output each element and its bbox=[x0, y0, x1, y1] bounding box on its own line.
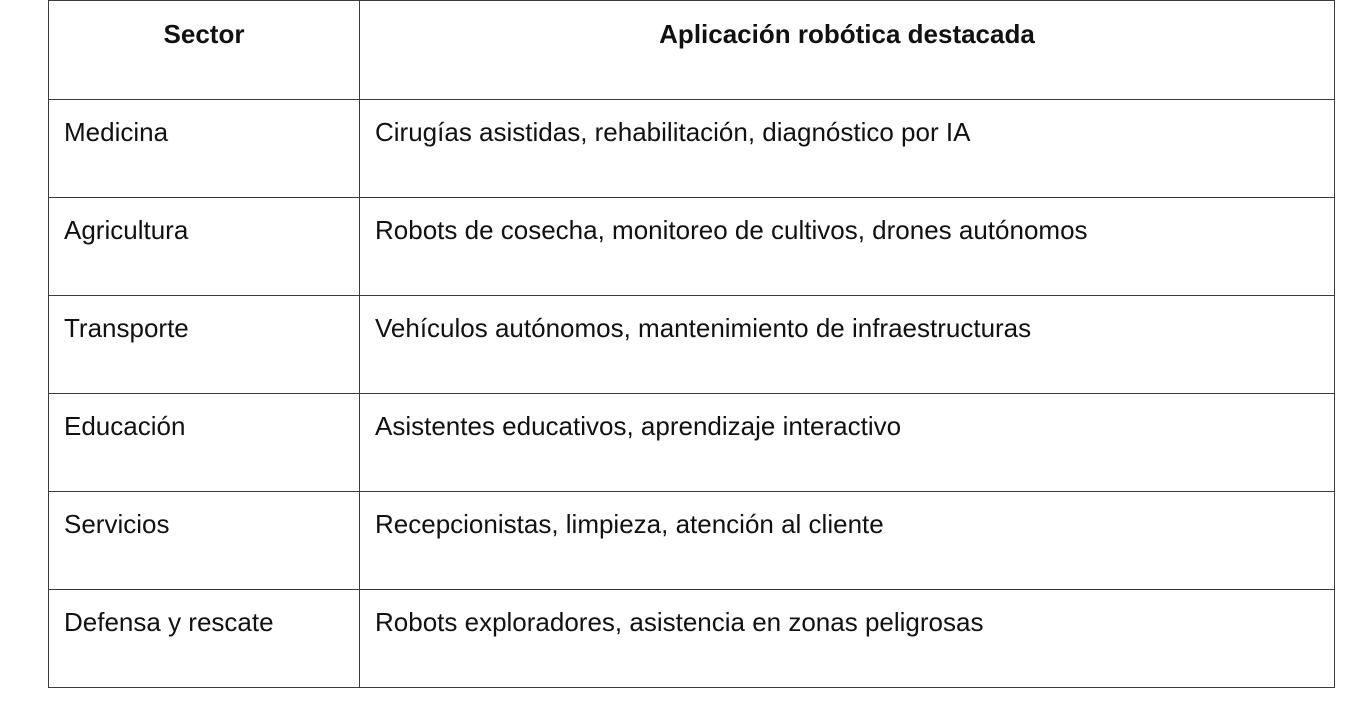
sector-cell bbox=[49, 492, 360, 590]
table-row bbox=[49, 394, 1335, 492]
application-text: Vehículos autónomos, mantenimiento de infraestructuras bbox=[375, 313, 1032, 343]
sector-cell bbox=[49, 100, 360, 198]
sector-text: Servicios bbox=[64, 509, 170, 539]
column-header-application bbox=[360, 1, 1335, 100]
sector-text: Educación bbox=[64, 411, 186, 441]
application-text: Recepcionistas, limpieza, atención al cliente bbox=[375, 509, 884, 539]
table-header-row bbox=[49, 1, 1335, 100]
application-cell bbox=[360, 198, 1335, 296]
application-cell bbox=[360, 296, 1335, 394]
application-cell bbox=[360, 394, 1335, 492]
application-cell bbox=[360, 590, 1335, 688]
table-row bbox=[49, 590, 1335, 688]
sector-cell bbox=[49, 394, 360, 492]
sector-cell bbox=[49, 296, 360, 394]
application-text: Robots exploradores, asistencia en zonas peligrosas bbox=[375, 607, 984, 637]
table-row bbox=[49, 296, 1335, 394]
table-row bbox=[49, 100, 1335, 198]
table-row bbox=[49, 198, 1335, 296]
table-row bbox=[49, 492, 1335, 590]
application-text: Cirugías asistidas, rehabilitación, diagnóstico por IA bbox=[375, 117, 971, 147]
application-text: Asistentes educativos, aprendizaje interactivo bbox=[375, 411, 902, 441]
sector-text: Agricultura bbox=[64, 215, 189, 245]
application-text: Robots de cosecha, monitoreo de cultivos, drones autónomos bbox=[375, 215, 1088, 245]
sector-cell bbox=[49, 198, 360, 296]
sector-applications-table bbox=[48, 0, 1335, 688]
application-cell bbox=[360, 492, 1335, 590]
sector-text: Defensa y rescate bbox=[64, 607, 274, 637]
sector-cell bbox=[49, 590, 360, 688]
application-cell bbox=[360, 100, 1335, 198]
column-header-application-label: Aplicación robótica destacada bbox=[659, 19, 1035, 49]
column-header-sector bbox=[49, 1, 360, 100]
sector-text: Transporte bbox=[64, 313, 189, 343]
column-header-sector-label: Sector bbox=[163, 19, 245, 49]
sector-text: Medicina bbox=[64, 117, 169, 147]
